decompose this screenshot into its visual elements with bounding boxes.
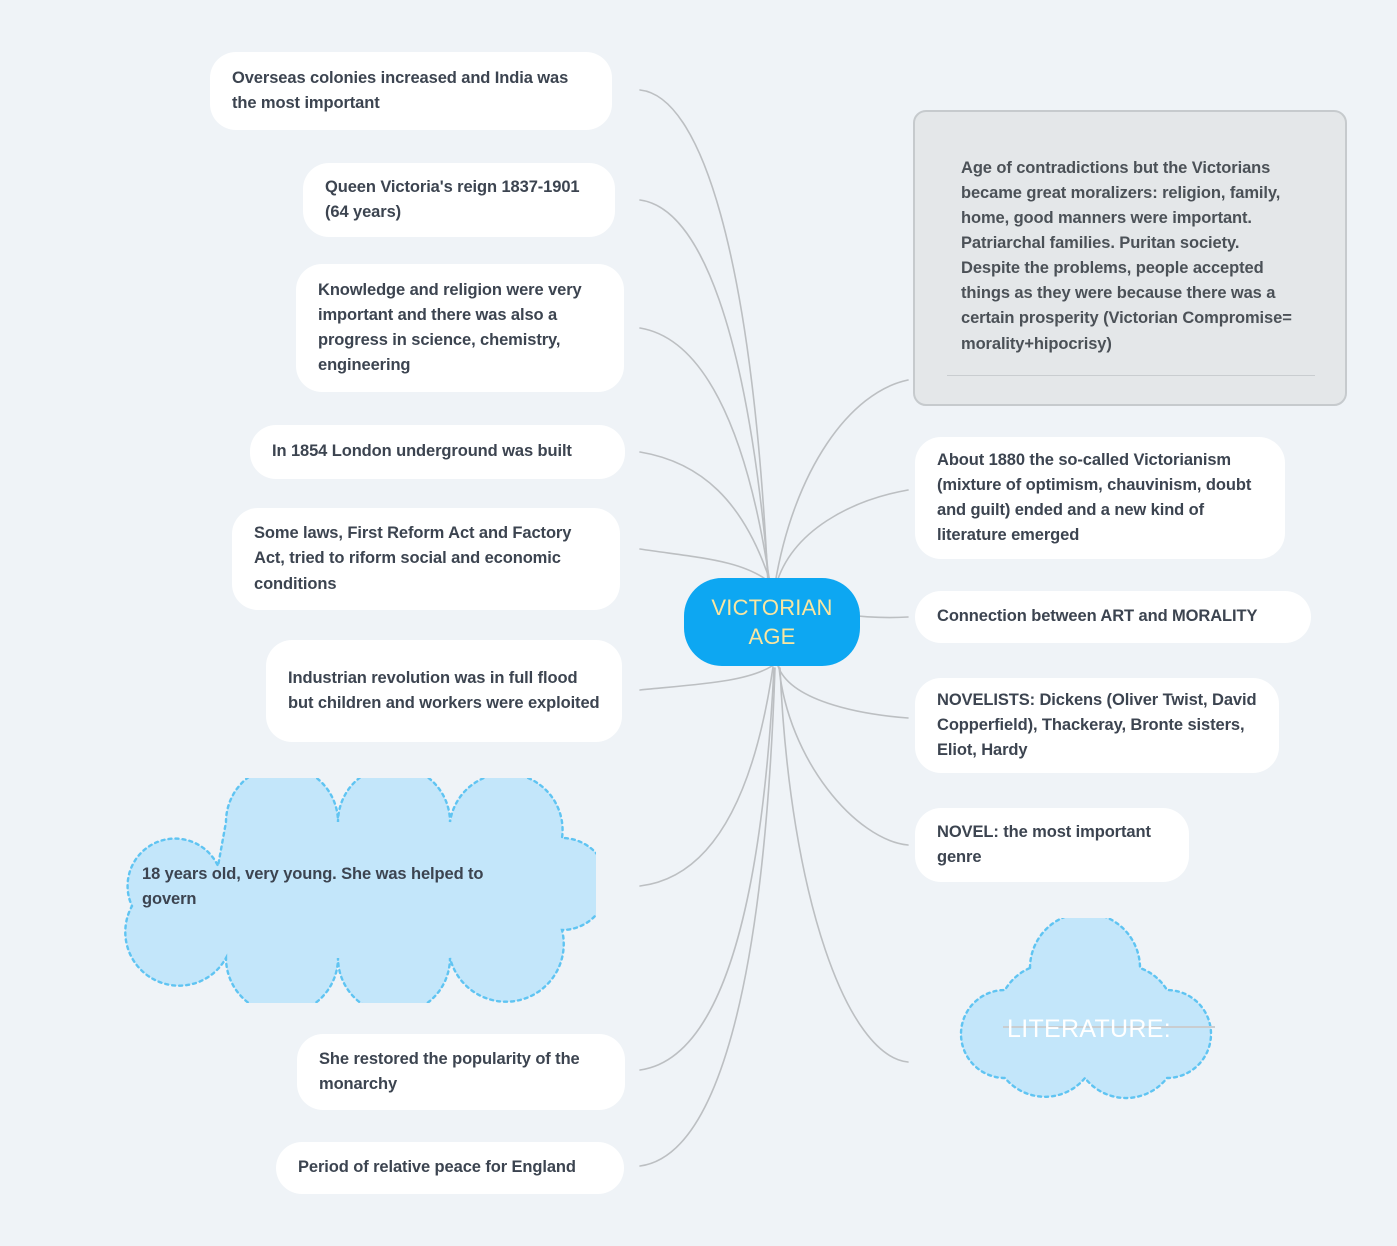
cloud-node-literature[interactable] — [955, 918, 1220, 1118]
node-label: Connection between ART and MORALITY — [937, 607, 1258, 626]
node-label: Some laws, First Reform Act and Factory Act, tried to riform social and economic conditions — [254, 524, 572, 593]
central-node-victorian-age[interactable] — [684, 578, 860, 666]
connector-to-left-1 — [640, 90, 768, 584]
node-novel-genre[interactable] — [915, 808, 1189, 882]
node-label: About 1880 the so-called Victorianism (mixture of optimism, chauvinism, doubt and guilt) ended and a new kind of literature emerged — [937, 450, 1252, 545]
node-victorianism-ended[interactable] — [915, 437, 1285, 559]
node-queen-victoria-reign[interactable] — [303, 163, 615, 237]
cloud-node-label: LITERATURE: — [1007, 1015, 1171, 1043]
connector-to-right-1 — [776, 490, 908, 585]
node-label: Knowledge and religion were very important and there was also a progress in science, chemistry, engineering — [318, 280, 582, 375]
node-novelists[interactable] — [915, 678, 1279, 773]
connector-to-right-5 — [780, 668, 908, 1062]
node-knowledge-religion[interactable] — [296, 264, 624, 392]
cloud-node-label: 18 years old, very young. She was helped to govern — [142, 865, 484, 909]
node-label: Period of relative peace for England — [298, 1158, 576, 1177]
node-label: NOVEL: the most important genre — [937, 822, 1151, 866]
connector-to-left-2 — [640, 200, 769, 584]
connector-to-left-6 — [640, 666, 772, 690]
node-label: Queen Victoria's reign 1837-1901 (64 years) — [325, 177, 580, 221]
connector-to-right-4 — [779, 667, 908, 845]
note-panel-victorian-compromise[interactable] — [913, 110, 1347, 406]
cloud-node-young-queen[interactable] — [96, 778, 596, 1003]
node-restored-monarchy[interactable] — [297, 1034, 625, 1110]
connector-to-right-panel — [775, 380, 908, 584]
node-art-and-morality[interactable] — [915, 591, 1311, 643]
connector-to-left-3 — [640, 328, 770, 584]
node-label: She restored the popularity of the monarchy — [319, 1049, 580, 1093]
node-label: In 1854 London underground was built — [272, 442, 572, 461]
node-label: Industrian revolution was in full flood but children and workers were exploited — [288, 668, 600, 712]
node-overseas-colonies[interactable] — [210, 52, 612, 130]
node-relative-peace[interactable] — [276, 1142, 624, 1194]
connector-to-left-9 — [640, 668, 775, 1166]
connector-to-right-3 — [778, 666, 908, 718]
note-panel-divider — [947, 375, 1315, 376]
connector-to-left-8 — [640, 668, 774, 1070]
node-label: NOVELISTS: Dickens (Oliver Twist, David Copperfield), Thackeray, Bronte sisters, Eliot, Hardy — [937, 690, 1257, 760]
connector-to-left-7 — [640, 667, 773, 886]
node-label: Overseas colonies increased and India was the most important — [232, 68, 569, 112]
node-industrial-revolution[interactable] — [266, 640, 622, 742]
central-node-line2: AGE — [748, 624, 796, 649]
node-reform-acts[interactable] — [232, 508, 620, 610]
central-node-label — [711, 593, 832, 651]
note-panel-text: Age of contradictions but the Victorians became great moralizers: religion, family, home, good manners were important. Patriarchal families. Puritan society. Despite the problems, people accepted things as they were because there was a certain prosperity (Victorian Compromise= morality+hipocrisy) — [961, 159, 1292, 353]
central-node-line1: VICTORIAN — [711, 594, 833, 620]
node-london-underground[interactable] — [250, 425, 625, 479]
connector-to-left-4 — [640, 452, 771, 584]
